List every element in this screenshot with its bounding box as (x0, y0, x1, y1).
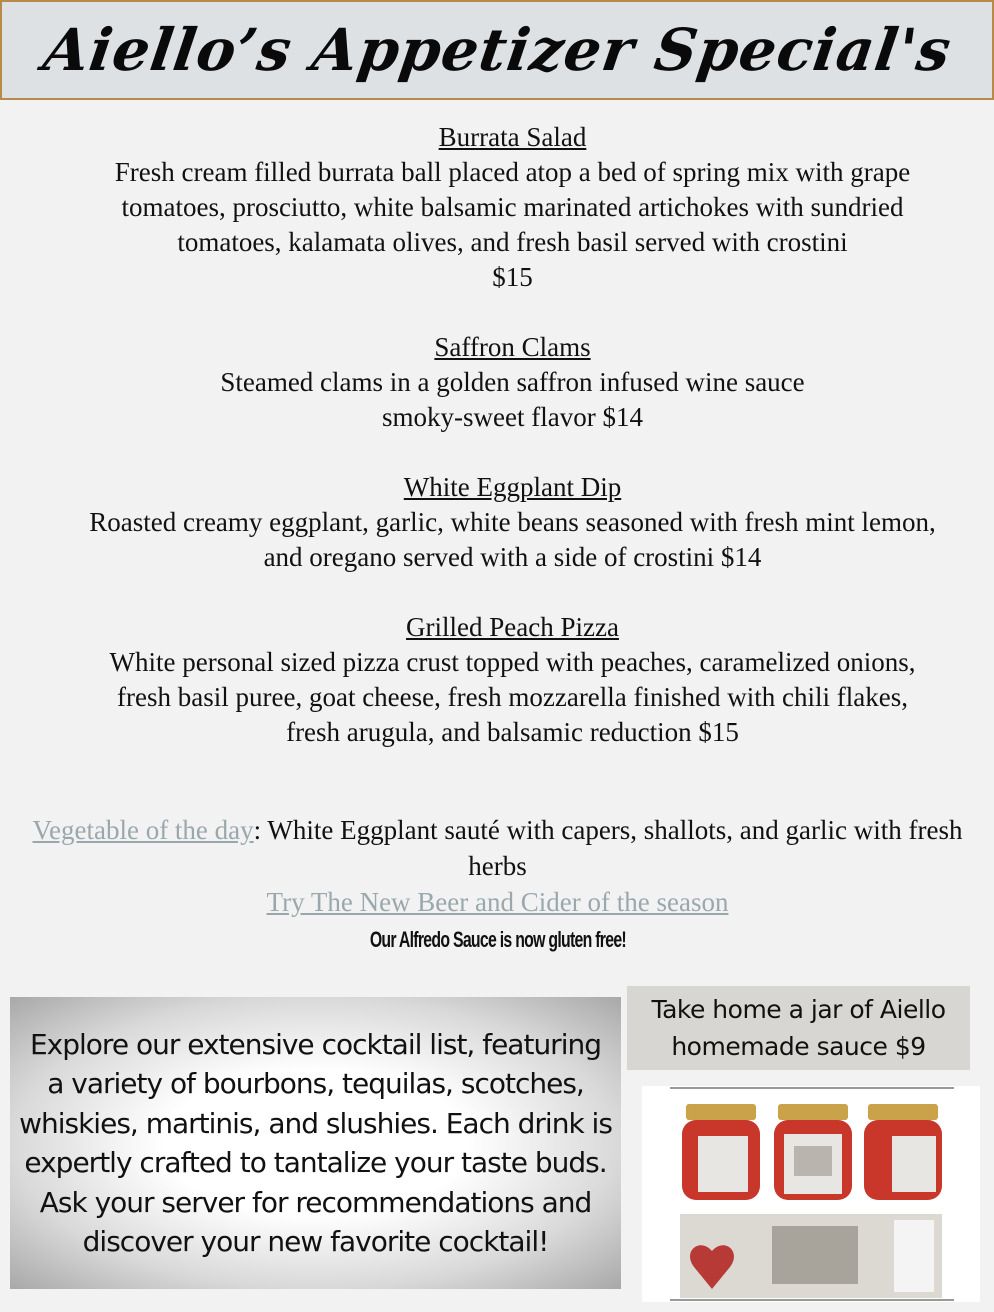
sauce-jar-photo (642, 1086, 980, 1302)
menu-item-clams (20, 330, 994, 435)
cocktail-promo (10, 997, 621, 1289)
vegetable-of-the-day (10, 812, 985, 884)
page-title: Aiello’s Appetizer Special's (38, 16, 956, 84)
item-price: $15 (492, 262, 533, 292)
item-name: White Eggplant Dip (403, 472, 622, 502)
appetizer-menu (20, 120, 994, 785)
menu-item-peach-pizza (20, 610, 994, 750)
gluten-free-note: Our Alfredo Sauce is now gluten free! (369, 927, 626, 952)
page-header (0, 0, 994, 100)
menu-item-burrata (20, 120, 994, 295)
extras-section (10, 812, 985, 956)
item-name: Burrata Salad (438, 122, 587, 152)
item-description: Fresh cream filled burrata ball placed atop a bed of spring mix with grape tomatoes, prosciutto, white balsamic marinated artichokes with sundried tomatoes, kalamata olives, and fresh basil served with crostini (114, 157, 911, 257)
jar-icon (774, 1104, 852, 1200)
item-description: White personal sized pizza crust topped with peaches, caramelized onions, fresh basil puree, goat cheese, fresh mozzarella finished with chili flakes, fresh arugula, and balsamic reduction $15 (109, 647, 916, 747)
sauce-text: Take home a jar of Aiello homemade sauce $9 (651, 995, 946, 1061)
item-description: Steamed clams in a golden saffron infused wine sauce smoky-sweet flavor $14 (220, 367, 805, 432)
jar-icon (682, 1104, 760, 1200)
vegetable-link[interactable]: Vegetable of the day (32, 815, 254, 845)
cocktail-text: Explore our extensive cocktail list, featuring a variety of bourbons, tequilas, scotches, whiskies, martinis, and slushies. Each drink is expertly crafted to tantalize your taste buds. Ask your server for recommendations and discover your new favorite cocktail! (19, 1027, 612, 1258)
item-description: Roasted creamy eggplant, garlic, white beans seasoned with fresh mint lemon, and oregano served with a side of crostini $14 (89, 507, 936, 572)
jar-icon (864, 1104, 942, 1200)
sauce-jars-illustration (642, 1086, 980, 1302)
item-name: Grilled Peach Pizza (406, 612, 619, 642)
beer-cider-link[interactable]: Try The New Beer and Cider of the season (266, 887, 729, 917)
sauce-promo (627, 986, 970, 1070)
menu-item-eggplant-dip (20, 470, 994, 575)
jar-label-flat (680, 1214, 942, 1298)
item-name: Saffron Clams (434, 332, 591, 362)
vegetable-text: : White Eggplant sauté with capers, shallots, and garlic with fresh herbs (253, 815, 963, 881)
